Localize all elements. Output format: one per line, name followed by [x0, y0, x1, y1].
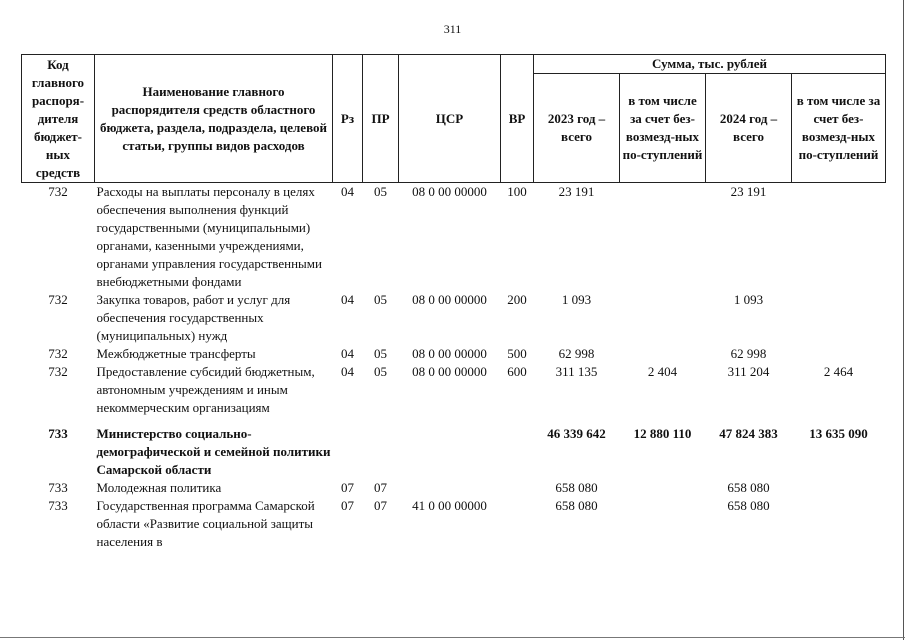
table-row-ministry	[22, 425, 886, 479]
page-number: 311	[443, 22, 462, 36]
cell-rz: 07	[341, 498, 354, 513]
header-2024-total: 2024 год – всего	[706, 74, 792, 183]
cell-name: Молодежная политика	[96, 480, 222, 495]
cell-name: Закупка товаров, работ и услуг для обеспечения государственных (муниципальных) нужд	[96, 292, 291, 343]
cell-code: 733	[48, 480, 68, 495]
header-vr: ВР	[501, 55, 534, 183]
cell-2024-grants	[792, 345, 886, 363]
cell-2024-grants: 13 635 090	[809, 426, 868, 441]
cell-code: 732	[48, 346, 68, 361]
cell-vr	[501, 479, 534, 497]
cell-2023-total: 46 339 642	[547, 426, 606, 441]
cell-2024-total: 311 204	[727, 364, 770, 379]
cell-code: 732	[48, 292, 68, 307]
page-border-bottom	[0, 637, 905, 638]
cell-2023-grants: 2 404	[647, 364, 678, 379]
header-sum-group: Сумма, тыс. рублей	[534, 55, 886, 74]
cell-csr: 08 0 00 00000	[412, 346, 487, 361]
table-row	[22, 345, 886, 363]
cell-csr	[399, 479, 501, 497]
cell-pr: 05	[374, 292, 387, 307]
cell-2024-total: 23 191	[730, 184, 767, 199]
cell-2023-grants	[620, 497, 706, 551]
cell-csr	[399, 425, 501, 479]
cell-vr: 100	[507, 184, 527, 199]
cell-vr: 600	[507, 364, 527, 379]
cell-2023-total: 23 191	[558, 184, 595, 199]
cell-csr: 08 0 00 00000	[412, 364, 487, 379]
cell-2023-grants	[620, 291, 706, 345]
cell-pr: 07	[374, 498, 387, 513]
table-row	[22, 183, 886, 292]
header-2024-grants: в том числе за счет без-возмезд-ных по-ступлений	[792, 74, 886, 183]
cell-2023-grants: 12 880 110	[633, 426, 692, 441]
cell-name: Межбюджетные трансферты	[96, 346, 256, 361]
cell-2024-grants	[792, 291, 886, 345]
cell-rz: 04	[341, 364, 354, 379]
cell-2024-total: 658 080	[727, 480, 770, 495]
table-body	[22, 183, 886, 552]
header-code: Код главного распоря-дителя бюджет-ных средств	[22, 55, 95, 183]
page-border-right	[903, 0, 904, 640]
cell-vr	[501, 425, 534, 479]
cell-name: Министерство социально-демографической и семейной политики Самарской области	[96, 426, 331, 477]
budget-table	[21, 54, 886, 551]
table-row	[22, 291, 886, 345]
table-row	[22, 497, 886, 551]
cell-vr	[501, 497, 534, 551]
cell-2023-total: 658 080	[555, 480, 598, 495]
cell-2024-total: 62 998	[730, 346, 767, 361]
cell-2023-total: 1 093	[561, 292, 592, 307]
table-row	[22, 479, 886, 497]
cell-2024-grants	[792, 183, 886, 292]
cell-2024-total: 47 824 383	[719, 426, 778, 441]
cell-name: Предоставление субсидий бюджетным, автономным учреждениям и иным некоммерческим организациям	[96, 364, 315, 415]
cell-pr: 05	[374, 346, 387, 361]
cell-2023-total: 62 998	[558, 346, 595, 361]
cell-pr: 05	[374, 364, 387, 379]
cell-csr: 08 0 00 00000	[412, 292, 487, 307]
table-row	[22, 363, 886, 417]
cell-code: 732	[48, 364, 68, 379]
row-spacer	[22, 417, 886, 425]
spacer-cell	[22, 417, 886, 425]
cell-name: Государственная программа Самарской области «Развитие социальной защиты населения в	[96, 498, 315, 549]
cell-rz: 04	[341, 184, 354, 199]
cell-2024-grants: 2 464	[823, 364, 854, 379]
cell-code: 733	[48, 498, 68, 513]
cell-rz: 04	[341, 346, 354, 361]
cell-code: 733	[48, 426, 68, 441]
cell-pr: 07	[374, 480, 387, 495]
header-rz: Рз	[333, 55, 363, 183]
cell-2023-grants	[620, 345, 706, 363]
header-2023-total: 2023 год – всего	[534, 74, 620, 183]
cell-2024-total: 1 093	[733, 292, 764, 307]
cell-vr: 200	[507, 292, 527, 307]
cell-2024-grants	[792, 479, 886, 497]
cell-csr: 08 0 00 00000	[412, 184, 487, 199]
cell-2023-total: 658 080	[555, 498, 598, 513]
header-csr: ЦСР	[399, 55, 501, 183]
cell-csr: 41 0 00 00000	[412, 498, 487, 513]
cell-2023-total: 311 135	[555, 364, 598, 379]
header-name: Наименование главного распорядителя средств областного бюджета, раздела, подраздела, целевой статьи, группы видов расходов	[95, 55, 333, 183]
table-header	[22, 55, 886, 183]
cell-rz: 04	[341, 292, 354, 307]
cell-rz: 07	[341, 480, 354, 495]
cell-rz	[333, 425, 363, 479]
cell-2023-grants	[620, 183, 706, 292]
cell-2023-grants	[620, 479, 706, 497]
cell-2024-total: 658 080	[727, 498, 770, 513]
header-2023-grants: в том числе за счет без-возмезд-ных по-ступлений	[620, 74, 706, 183]
cell-vr: 500	[507, 346, 527, 361]
cell-pr: 05	[374, 184, 387, 199]
cell-code: 732	[48, 184, 68, 199]
cell-name: Расходы на выплаты персоналу в целях обеспечения выполнения функций государственными (муниципальными) органами, казенными учреждениями, органами управления государственными внебюджетными фондами	[96, 184, 322, 289]
cell-2024-grants	[792, 497, 886, 551]
cell-pr	[363, 425, 399, 479]
header-pr: ПР	[363, 55, 399, 183]
